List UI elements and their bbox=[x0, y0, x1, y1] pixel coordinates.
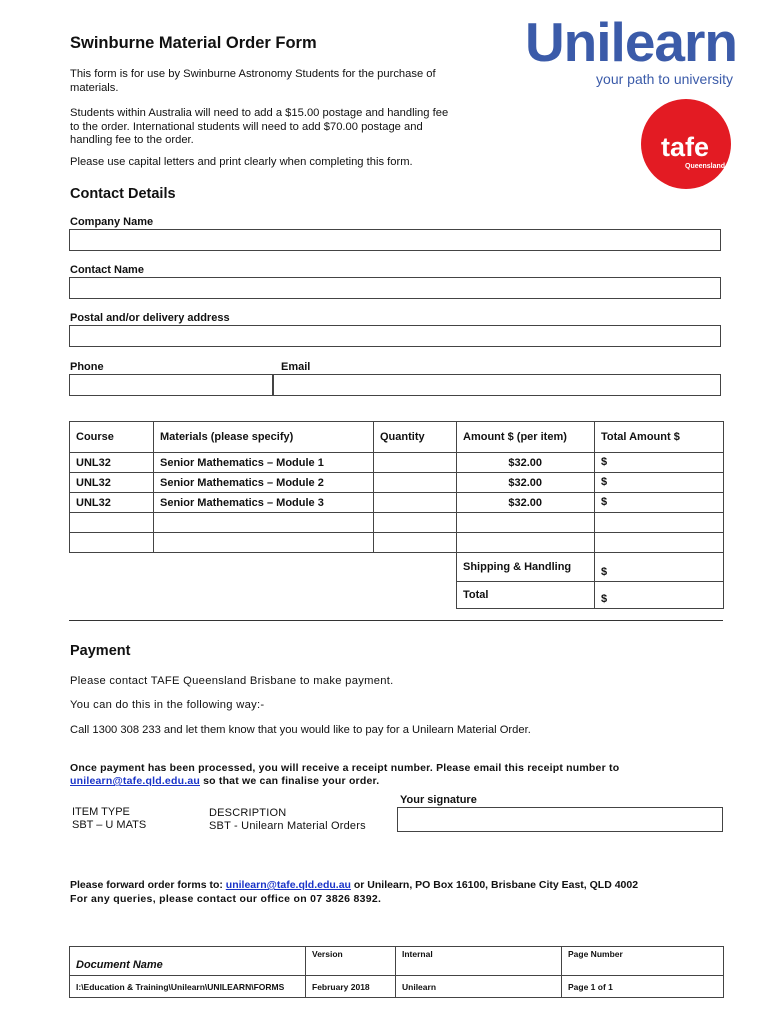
doc-path: I:\Education & Training\Unilearn\UNILEARN\FORMS bbox=[70, 976, 306, 998]
row-material[interactable] bbox=[154, 513, 374, 533]
phone-field[interactable] bbox=[69, 374, 273, 396]
row-course[interactable] bbox=[70, 533, 154, 553]
tafe-wordmark: tafe bbox=[661, 132, 710, 162]
doc-internal: Unilearn bbox=[396, 976, 562, 998]
row-course[interactable] bbox=[70, 513, 154, 533]
phone-label: Phone bbox=[70, 361, 104, 373]
receipt-email-link[interactable]: unilearn@tafe.qld.edu.au bbox=[70, 775, 200, 787]
row-amount[interactable] bbox=[457, 513, 595, 533]
table-row bbox=[70, 493, 724, 513]
payment-line-3: Call 1300 308 233 and let them know that you would like to pay for a Unilearn Material Order. bbox=[70, 724, 531, 736]
row-material[interactable]: Senior Mathematics – Module 2 bbox=[154, 473, 374, 493]
row-course[interactable]: UNL32 bbox=[70, 473, 154, 493]
item-type-label: ITEM TYPE bbox=[72, 806, 130, 818]
doc-page: Page 1 of 1 bbox=[562, 976, 724, 998]
row-total[interactable]: $ bbox=[595, 473, 724, 493]
row-course[interactable]: UNL32 bbox=[70, 493, 154, 513]
row-total[interactable]: $ bbox=[595, 453, 724, 473]
item-type-value: SBT – U MATS bbox=[72, 819, 147, 831]
section-divider bbox=[69, 620, 723, 621]
forward-line-2: For any queries, please contact our office on 07 3826 8392. bbox=[70, 893, 382, 905]
tafe-sub: Queensland bbox=[685, 163, 726, 170]
table-row bbox=[70, 453, 724, 473]
row-amount: $32.00 bbox=[457, 473, 595, 493]
order-table-header bbox=[70, 422, 724, 453]
address-field[interactable] bbox=[69, 325, 721, 347]
shipping-label: Shipping & Handling bbox=[457, 553, 595, 582]
total-label: Total bbox=[457, 582, 595, 609]
row-quantity[interactable] bbox=[374, 533, 457, 553]
payment-line-1: Please contact TAFE Queensland Brisbane to make payment. bbox=[70, 675, 394, 687]
unilearn-wordmark-text: Unilearn bbox=[524, 11, 737, 73]
header-total: Total Amount $ bbox=[595, 422, 724, 453]
document-info-table bbox=[69, 946, 724, 998]
header-materials: Materials (please specify) bbox=[154, 422, 374, 453]
shipping-row bbox=[70, 553, 724, 582]
table-row bbox=[70, 533, 724, 553]
description-label: DESCRIPTION bbox=[209, 807, 287, 819]
total-row bbox=[70, 582, 724, 609]
row-total[interactable] bbox=[595, 513, 724, 533]
header-course: Course bbox=[70, 422, 154, 453]
tafe-logo bbox=[641, 99, 731, 189]
company-field[interactable] bbox=[69, 229, 721, 251]
forward-suffix: or Unilearn, PO Box 16100, Brisbane City East, QLD 4002 bbox=[350, 879, 639, 891]
item-type bbox=[72, 806, 146, 832]
row-quantity[interactable] bbox=[374, 453, 457, 473]
row-quantity[interactable] bbox=[374, 513, 457, 533]
instructions-note: Please use capital letters and print clearly when completing this form. bbox=[70, 156, 413, 168]
doc-version-label: Version bbox=[306, 947, 396, 976]
row-quantity[interactable] bbox=[374, 473, 457, 493]
row-total[interactable] bbox=[595, 533, 724, 553]
email-label: Email bbox=[281, 361, 311, 373]
signature-field[interactable] bbox=[397, 807, 723, 832]
shipping-total[interactable]: $ bbox=[595, 553, 724, 582]
receipt-text: Once payment has been processed, you will receive a receipt number. Please email this receipt number to bbox=[70, 762, 620, 774]
doc-page-label: Page Number bbox=[562, 947, 724, 976]
row-amount: $32.00 bbox=[457, 493, 595, 513]
header-quantity: Quantity bbox=[374, 422, 457, 453]
email-field[interactable] bbox=[273, 374, 721, 396]
row-course[interactable]: UNL32 bbox=[70, 453, 154, 473]
unilearn-tagline: your path to university bbox=[596, 71, 733, 87]
doc-name-label: Document Name bbox=[70, 947, 306, 976]
row-total[interactable]: $ bbox=[595, 493, 724, 513]
row-quantity[interactable] bbox=[374, 493, 457, 513]
payment-heading: Payment bbox=[70, 643, 131, 659]
order-table bbox=[69, 421, 724, 609]
header-amount: Amount $ (per item) bbox=[457, 422, 595, 453]
doc-version: February 2018 bbox=[306, 976, 396, 998]
row-amount: $32.00 bbox=[457, 453, 595, 473]
signature-label: Your signature bbox=[400, 794, 477, 806]
receipt-tail: so that we can finalise your order. bbox=[199, 775, 380, 787]
receipt-instructions bbox=[70, 762, 730, 788]
contact-heading: Contact Details bbox=[70, 186, 176, 202]
address-label: Postal and/or delivery address bbox=[70, 312, 230, 324]
table-row bbox=[70, 473, 724, 493]
forward-instructions bbox=[70, 878, 750, 906]
description-value: SBT - Unilearn Material Orders bbox=[209, 820, 366, 832]
grand-total[interactable]: $ bbox=[595, 582, 724, 609]
postage-note: Students within Australia will need to add a $15.00 postage and handling fee to the order. International students will need to add $70.00 postage and handling fee to the order. bbox=[70, 107, 449, 146]
company-label: Company Name bbox=[70, 216, 154, 228]
row-material[interactable] bbox=[154, 533, 374, 553]
forward-prefix: Please forward order forms to: bbox=[70, 879, 226, 891]
description bbox=[209, 807, 366, 833]
row-amount[interactable] bbox=[457, 533, 595, 553]
doc-internal-label: Internal bbox=[396, 947, 562, 976]
row-material[interactable]: Senior Mathematics – Module 3 bbox=[154, 493, 374, 513]
unilearn-wordmark bbox=[525, 12, 737, 72]
page-title: Swinburne Material Order Form bbox=[70, 34, 317, 52]
intro-text: This form is for use by Swinburne Astronomy Students for the purchase of materials. bbox=[70, 68, 436, 94]
unilearn-logo bbox=[452, 11, 737, 88]
forward-email-link[interactable]: unilearn@tafe.qld.edu.au bbox=[225, 879, 351, 891]
contact-field[interactable] bbox=[69, 277, 721, 299]
table-row bbox=[70, 513, 724, 533]
row-material[interactable]: Senior Mathematics – Module 1 bbox=[154, 453, 374, 473]
contact-label: Contact Name bbox=[70, 264, 144, 276]
payment-line-2: You can do this in the following way:- bbox=[70, 699, 265, 711]
